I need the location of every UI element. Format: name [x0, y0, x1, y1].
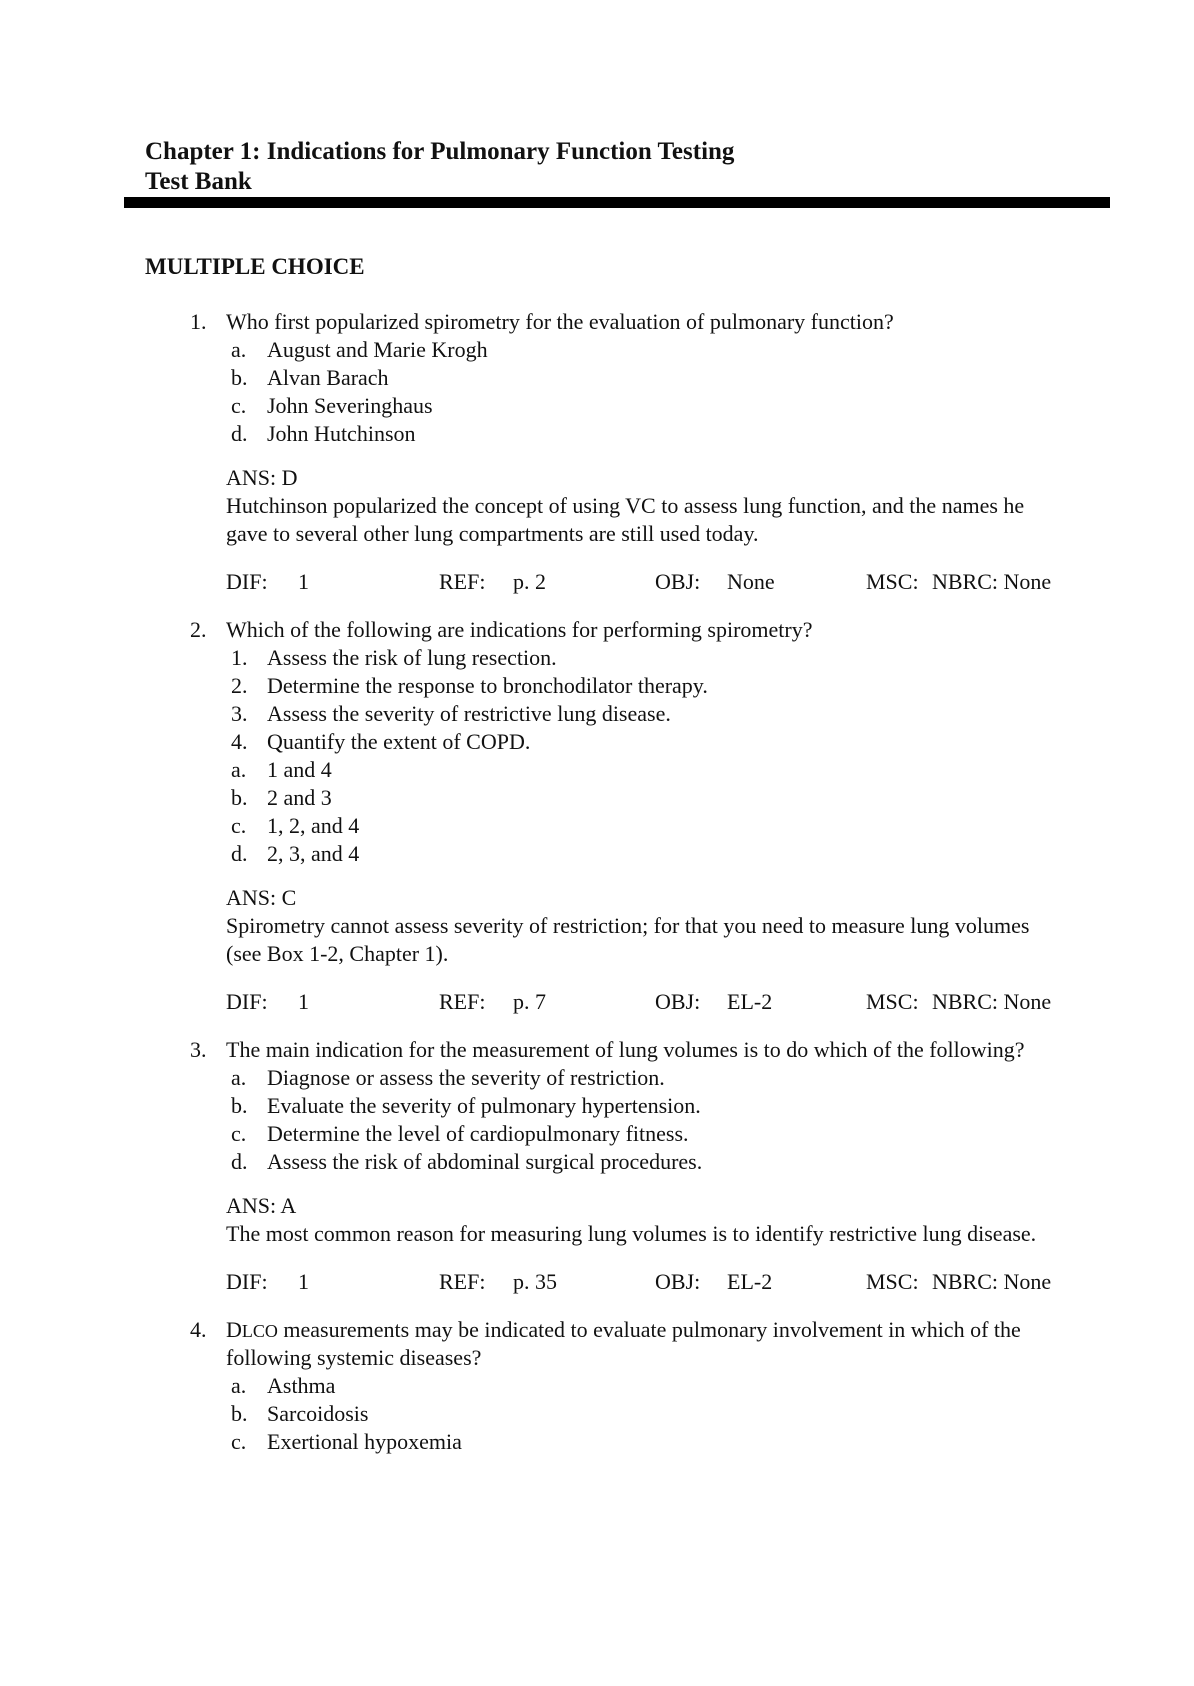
question-text: The main indication for the measurement of lung volumes is to do which of the following?: [226, 1037, 1025, 1062]
rationale-line: [0, 492, 1194, 520]
ref-label: REF:: [439, 1269, 486, 1294]
question-number: 1.: [190, 309, 207, 334]
option-letter: c.: [231, 1121, 247, 1146]
question-line: [0, 1316, 1194, 1344]
statement-number: 1.: [231, 645, 248, 670]
answer-line: [0, 464, 1194, 492]
question-line: [0, 308, 1194, 336]
msc-label: MSC:: [866, 1269, 919, 1294]
answer-option: [0, 364, 1194, 392]
question-line: [0, 1344, 1194, 1372]
rationale-line: [0, 912, 1194, 940]
option-letter: d.: [231, 421, 248, 446]
question-block: [0, 308, 1194, 596]
rationale-line: [0, 1220, 1194, 1248]
question-text: DLCO measurements may be indicated to evaluate pulmonary involvement in which of the: [226, 1317, 1021, 1342]
dif-label: DIF:: [226, 569, 268, 594]
obj-value: EL-2: [727, 1269, 773, 1294]
question-text: Who first popularized spirometry for the evaluation of pulmonary function?: [226, 309, 894, 334]
option-letter: d.: [231, 841, 248, 866]
option-letter: a.: [231, 1373, 247, 1398]
option-text: 1, 2, and 4: [267, 813, 360, 838]
statement-number: 3.: [231, 701, 248, 726]
question-text: Which of the following are indications for performing spirometry?: [226, 617, 813, 642]
rationale-line: [0, 520, 1194, 548]
header-rule: [124, 197, 1110, 208]
obj-value: None: [727, 569, 775, 594]
question-line: [0, 1036, 1194, 1064]
answer-option: [0, 336, 1194, 364]
option-text: August and Marie Krogh: [267, 337, 488, 362]
msc-label: MSC:: [866, 989, 919, 1014]
question-meta: [0, 568, 1194, 596]
statement-text: Assess the severity of restrictive lung disease.: [267, 701, 671, 726]
obj-label: OBJ:: [655, 1269, 701, 1294]
answer-option: [0, 1428, 1194, 1456]
rationale-text: Spirometry cannot assess severity of restriction; for that you need to measure lung volumes: [226, 913, 1030, 938]
ref-label: REF:: [439, 989, 486, 1014]
statement-text: Determine the response to bronchodilator therapy.: [267, 673, 708, 698]
answer-key: ANS: C: [226, 885, 297, 910]
answer-option: [0, 840, 1194, 868]
option-text: Exertional hypoxemia: [267, 1429, 462, 1454]
option-letter: a.: [231, 1065, 247, 1090]
option-text: Sarcoidosis: [267, 1401, 369, 1426]
chapter-title: Chapter 1: Indications for Pulmonary Function Testing: [145, 138, 735, 165]
dif-value: 1: [298, 1269, 309, 1294]
statement-item: [0, 672, 1194, 700]
ref-value: p. 7: [513, 989, 546, 1014]
obj-value: EL-2: [727, 989, 773, 1014]
question-text: following systemic diseases?: [226, 1345, 482, 1370]
option-letter: b.: [231, 785, 248, 810]
dif-label: DIF:: [226, 1269, 268, 1294]
dif-label: DIF:: [226, 989, 268, 1014]
option-text: John Severinghaus: [267, 393, 433, 418]
question-line: [0, 616, 1194, 644]
statement-number: 2.: [231, 673, 248, 698]
msc-value: NBRC: None: [932, 569, 1052, 594]
answer-key: ANS: D: [226, 465, 298, 490]
question-number: 4.: [190, 1317, 207, 1342]
option-text: Evaluate the severity of pulmonary hypertension.: [267, 1093, 701, 1118]
rationale-text: The most common reason for measuring lung volumes is to identify restrictive lung disease.: [226, 1221, 1037, 1246]
questions-list: [0, 308, 1194, 1476]
option-letter: c.: [231, 1429, 247, 1454]
answer-option: [0, 756, 1194, 784]
question-meta: [0, 988, 1194, 1016]
option-text: Asthma: [267, 1373, 336, 1398]
question-block: [0, 616, 1194, 1016]
ref-value: p. 2: [513, 569, 546, 594]
option-text: Alvan Barach: [267, 365, 389, 390]
ref-label: REF:: [439, 569, 486, 594]
option-text: 2 and 3: [267, 785, 332, 810]
dif-value: 1: [298, 569, 309, 594]
option-text: John Hutchinson: [267, 421, 416, 446]
option-letter: b.: [231, 365, 248, 390]
option-text: 1 and 4: [267, 757, 332, 782]
section-heading: MULTIPLE CHOICE: [145, 254, 365, 279]
option-letter: d.: [231, 1149, 248, 1174]
option-letter: a.: [231, 757, 247, 782]
rationale-line: [0, 940, 1194, 968]
answer-block: [0, 464, 1194, 548]
statement-item: [0, 700, 1194, 728]
msc-label: MSC:: [866, 569, 919, 594]
answer-option: [0, 1400, 1194, 1428]
msc-value: NBRC: None: [932, 1269, 1052, 1294]
question-block: [0, 1316, 1194, 1456]
answer-option: [0, 392, 1194, 420]
answer-option: [0, 784, 1194, 812]
statement-text: Assess the risk of lung resection.: [267, 645, 557, 670]
question-meta: [0, 1268, 1194, 1296]
option-letter: c.: [231, 393, 247, 418]
ref-value: p. 35: [513, 1269, 557, 1294]
option-text: Diagnose or assess the severity of restriction.: [267, 1065, 665, 1090]
option-text: 2, 3, and 4: [267, 841, 360, 866]
obj-label: OBJ:: [655, 569, 701, 594]
chapter-subtitle: Test Bank: [145, 168, 252, 195]
answer-line: [0, 1192, 1194, 1220]
answer-key: ANS: A: [226, 1193, 297, 1218]
answer-block: [0, 884, 1194, 968]
question-number: 3.: [190, 1037, 207, 1062]
answer-option: [0, 812, 1194, 840]
answer-block: [0, 1192, 1194, 1248]
statement-item: [0, 644, 1194, 672]
statement-item: [0, 728, 1194, 756]
statement-number: 4.: [231, 729, 248, 754]
option-letter: a.: [231, 337, 247, 362]
statement-text: Quantify the extent of COPD.: [267, 729, 531, 754]
answer-option: [0, 1120, 1194, 1148]
rationale-text: Hutchinson popularized the concept of using VC to assess lung function, and the names he: [226, 493, 1025, 518]
option-letter: c.: [231, 813, 247, 838]
answer-line: [0, 884, 1194, 912]
answer-option: [0, 1372, 1194, 1400]
rationale-text: (see Box 1-2, Chapter 1).: [226, 941, 449, 966]
answer-option: [0, 420, 1194, 448]
option-letter: b.: [231, 1093, 248, 1118]
dif-value: 1: [298, 989, 309, 1014]
rationale-text: gave to several other lung compartments are still used today.: [226, 521, 759, 546]
option-text: Assess the risk of abdominal surgical procedures.: [267, 1149, 703, 1174]
obj-label: OBJ:: [655, 989, 701, 1014]
option-letter: b.: [231, 1401, 248, 1426]
question-block: [0, 1036, 1194, 1296]
option-text: Determine the level of cardiopulmonary fitness.: [267, 1121, 689, 1146]
answer-option: [0, 1064, 1194, 1092]
answer-option: [0, 1092, 1194, 1120]
msc-value: NBRC: None: [932, 989, 1052, 1014]
question-number: 2.: [190, 617, 207, 642]
answer-option: [0, 1148, 1194, 1176]
